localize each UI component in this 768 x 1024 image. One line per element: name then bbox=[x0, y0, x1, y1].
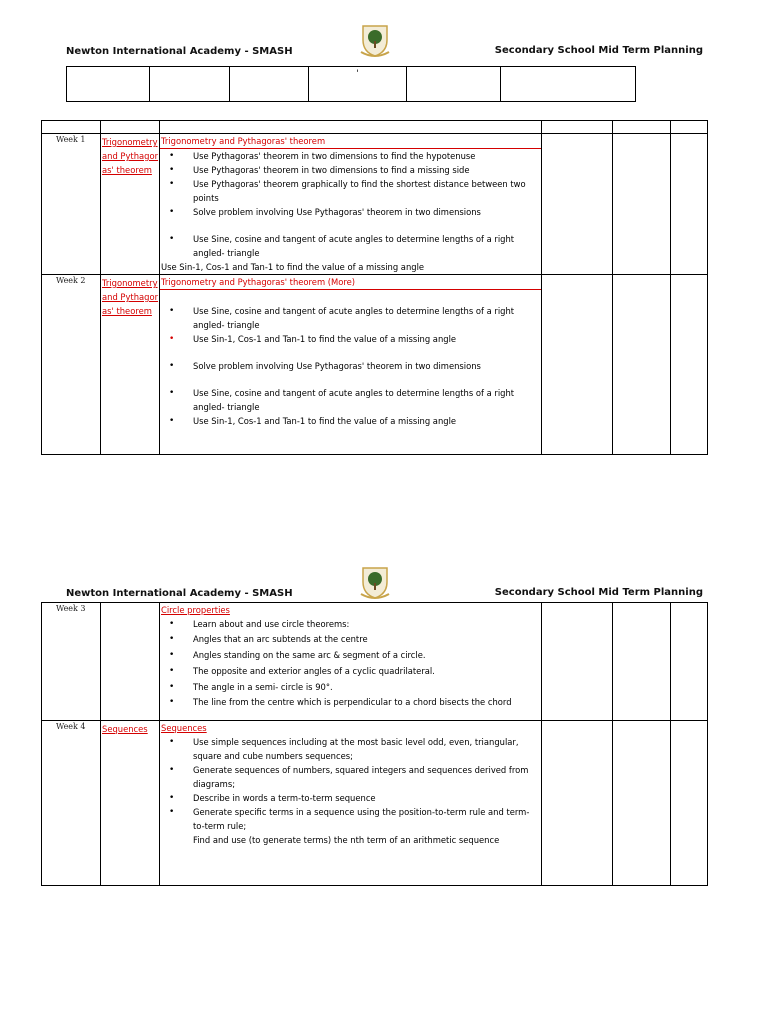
objective-list bbox=[160, 359, 541, 373]
list-item: • Angles standing on the same arc & segment of a circle. bbox=[193, 647, 541, 663]
list-item: • Use Pythagoras' theorem in two dimensions to find the hypotenuse bbox=[193, 149, 541, 163]
list-item: • Use Pythagoras' theorem in two dimensions to find a missing side bbox=[193, 163, 541, 177]
list-item: • Angles that an arc subtends at the centre bbox=[193, 631, 541, 647]
info-cell: ' bbox=[309, 67, 407, 102]
table-row bbox=[42, 603, 708, 721]
school-name: Newton International Academy - SMASH bbox=[66, 46, 293, 57]
table-header-row bbox=[42, 121, 708, 134]
table-row bbox=[42, 721, 708, 886]
content-title: Circle properties bbox=[161, 605, 230, 615]
objective-list bbox=[160, 617, 541, 709]
info-cell bbox=[407, 67, 501, 102]
school-name: Newton International Academy - SMASH bbox=[66, 588, 293, 599]
list-item: • Use Sin-1, Cos-1 and Tan-1 to find the value of a missing angle bbox=[193, 414, 541, 428]
info-cell bbox=[67, 67, 150, 102]
info-cell bbox=[230, 67, 309, 102]
content-cell bbox=[160, 603, 542, 721]
info-table bbox=[66, 66, 636, 102]
content-title: Trigonometry and Pythagoras' theorem (More) bbox=[160, 275, 541, 290]
week-label: Week 4 bbox=[42, 721, 101, 886]
content-title: Trigonometry and Pythagoras' theorem bbox=[160, 134, 541, 149]
objective-list bbox=[160, 304, 541, 346]
list-item: • The line from the centre which is perpendicular to a chord bisects the chord bbox=[193, 695, 541, 709]
planning-title: Secondary School Mid Term Planning bbox=[494, 587, 703, 598]
list-item: • Use Sin-1, Cos-1 and Tan-1 to find the value of a missing angle bbox=[193, 332, 541, 346]
content-title: Sequences bbox=[161, 723, 207, 733]
planning-table-page2 bbox=[41, 602, 708, 886]
week-label: Week 2 bbox=[42, 275, 101, 455]
list-item: • The angle in a semi- circle is 90°. bbox=[193, 679, 541, 695]
topic-cell: Trigonometry and Pythagoras' theorem bbox=[101, 134, 160, 275]
objective-list bbox=[160, 735, 541, 833]
list-item: • Solve problem involving Use Pythagoras' theorem in two dimensions bbox=[193, 359, 541, 373]
school-crest-icon bbox=[359, 22, 391, 58]
week-label: Week 1 bbox=[42, 134, 101, 275]
list-item: • Use Pythagoras' theorem graphically to find the shortest distance between two points bbox=[193, 177, 541, 205]
content-cell bbox=[160, 134, 542, 275]
school-crest-icon bbox=[359, 564, 391, 600]
trailing-text: Find and use (to generate terms) the nth term of an arithmetic sequence bbox=[193, 835, 500, 845]
table-row bbox=[42, 134, 708, 275]
list-item: • Describe in words a term-to-term sequence bbox=[193, 791, 541, 805]
topic-cell: Sequences bbox=[101, 721, 160, 886]
planning-title: Secondary School Mid Term Planning bbox=[494, 45, 703, 56]
list-item: • Use simple sequences including at the most basic level odd, even, triangular, square and cube numbers sequences; bbox=[193, 735, 541, 763]
planning-table-page1 bbox=[41, 120, 708, 455]
list-item: • Generate sequences of numbers, squared integers and sequences derived from diagrams; bbox=[193, 763, 541, 791]
list-item: • Use Sine, cosine and tangent of acute angles to determine lengths of a right angled- triangle bbox=[193, 304, 541, 332]
info-cell bbox=[150, 67, 230, 102]
trailing-text: Use Sin-1, Cos-1 and Tan-1 to find the value of a missing angle bbox=[161, 262, 425, 272]
list-item: • The opposite and exterior angles of a cyclic quadrilateral. bbox=[193, 663, 541, 679]
table-row bbox=[42, 275, 708, 455]
topic-cell bbox=[101, 603, 160, 721]
content-cell bbox=[160, 721, 542, 886]
list-item: • Generate specific terms in a sequence using the position-to-term rule and term-to-term rule; bbox=[193, 805, 541, 833]
objective-list bbox=[160, 149, 541, 219]
list-item: • Use Sine, cosine and tangent of acute angles to determine lengths of a right angled- triangle bbox=[193, 386, 541, 414]
list-item: • Learn about and use circle theorems: bbox=[193, 617, 541, 631]
info-cell bbox=[501, 67, 636, 102]
content-cell bbox=[160, 275, 542, 455]
list-item: • Use Sine, cosine and tangent of acute angles to determine lengths of a right angled- triangle bbox=[193, 232, 541, 260]
topic-cell: Trigonometry and Pythagoras' theorem bbox=[101, 275, 160, 455]
objective-list bbox=[160, 386, 541, 428]
objective-list bbox=[160, 232, 541, 260]
list-item: • Solve problem involving Use Pythagoras' theorem in two dimensions bbox=[193, 205, 541, 219]
week-label: Week 3 bbox=[42, 603, 101, 721]
